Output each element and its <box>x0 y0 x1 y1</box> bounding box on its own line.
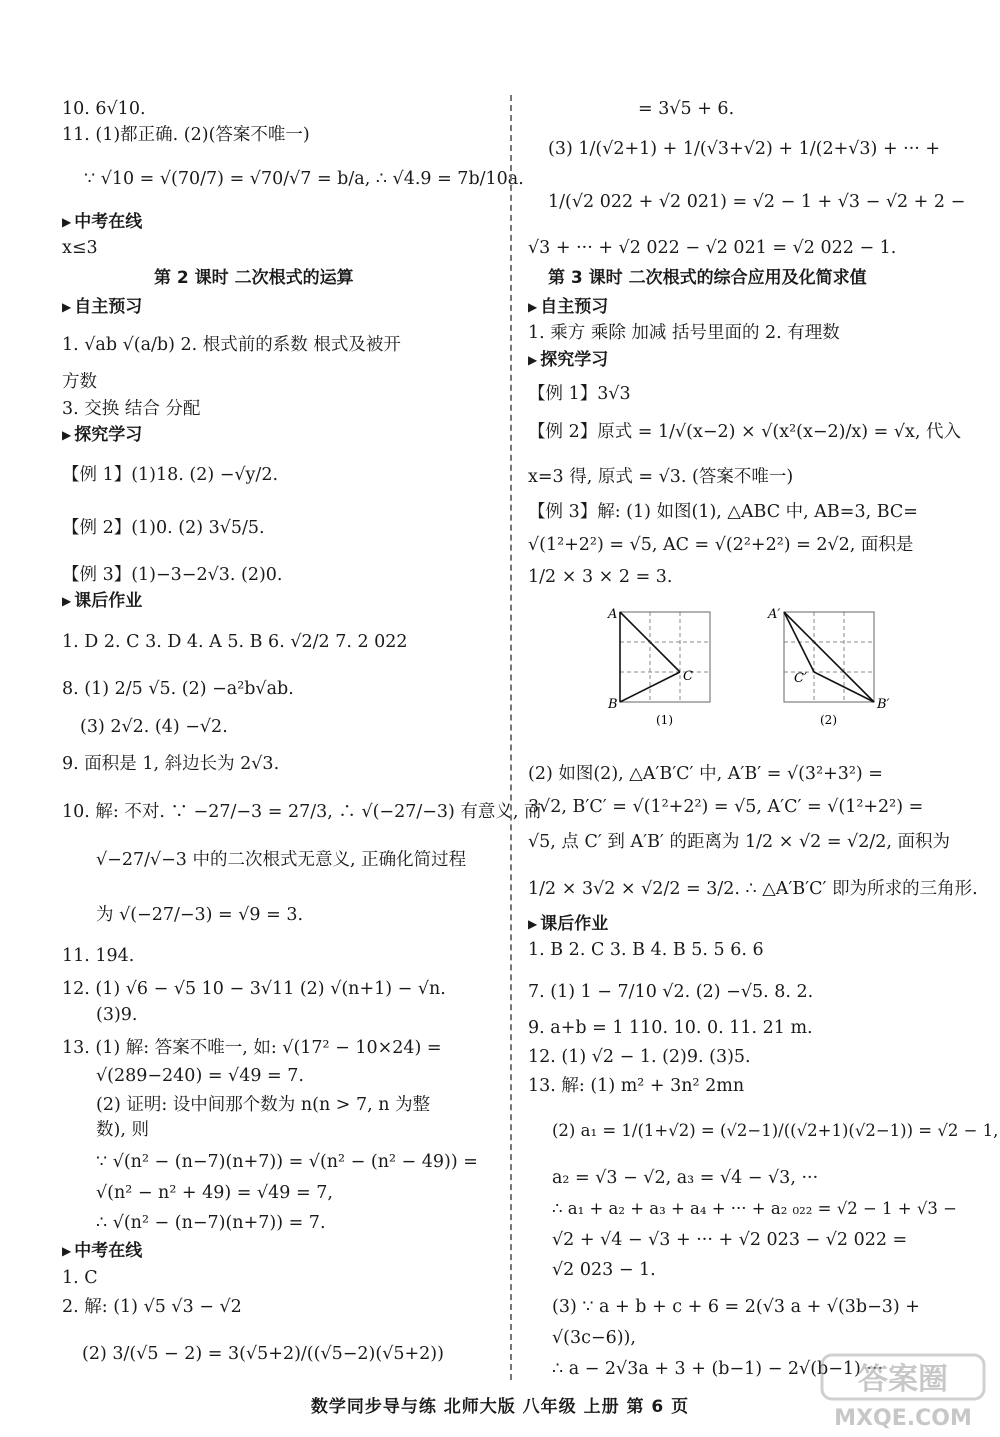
answer-line: √−27/√−3 中的二次根式无意义, 正确化简过程 <box>96 850 467 870</box>
answer-line: a₂ = √3 − √2, a₃ = √4 − √3, ··· <box>552 1168 819 1188</box>
vertex-label: C′ <box>794 671 807 686</box>
answer-line: √(289−240) = √49 = 7. <box>96 1066 304 1086</box>
answer-line: ∴ √(n² − (n−7)(n+7)) = 7. <box>96 1213 326 1233</box>
lesson-title: 第 2 课时 二次根式的运算 <box>154 268 354 288</box>
example-line: 【例 2】原式 = 1/√(x−2) × √(x²(x−2)/x) = √x, 代入 <box>528 422 961 442</box>
answer-line: 11. (1)都正确. (2)(答案不唯一) <box>62 125 310 145</box>
section-heading: ▶ 自主预习 <box>62 295 142 320</box>
vertex-label: A <box>608 607 618 622</box>
answer-line: 10. 解: 不对. ∵ −27/−3 = 27/3, ∴ √(−27/−3) 有意义, 而 <box>62 802 542 822</box>
answer-line: 1. D 2. C 3. D 4. A 5. B 6. √2/2 7. 2 022 <box>62 632 408 652</box>
answer-line: 9. a+b = 1 110. 10. 0. 11. 21 m. <box>528 1018 813 1038</box>
answer-line: √(3c−6)), <box>552 1328 636 1348</box>
answer-line: (2) 如图(2), △A′B′C′ 中, A′B′ = √(3²+3²) = <box>528 764 883 784</box>
formula-line: (3) 1/(√2+1) + 1/(√3+√2) + 1/(2+√3) + ··· + <box>548 139 941 159</box>
example-line: 【例 1】(1)18. (2) −√y/2. <box>62 465 279 485</box>
example-line: 【例 1】3√3 <box>528 384 631 404</box>
answer-line: (3)9. <box>96 1005 138 1025</box>
answer-line: x≤3 <box>62 238 98 258</box>
formula-line: √3 + ··· + √2 022 − √2 021 = √2 022 − 1. <box>528 238 897 258</box>
answer-line: 1/2 × 3√2 × √2/2 = 3/2. ∴ △A′B′C′ 即为所求的三角形. <box>528 879 978 899</box>
answer-line: 9. 面积是 1, 斜边长为 2√3. <box>62 754 280 774</box>
answer-line: 为 √(−27/−3) = √9 = 3. <box>96 905 304 925</box>
section-heading: ▶ 探究学习 <box>528 348 608 373</box>
answer-line: = 3√5 + 6. <box>638 99 735 119</box>
answer-line: 数), 则 <box>96 1120 149 1140</box>
answer-line: 1. C <box>62 1268 98 1288</box>
section-heading: ▶ 课后作业 <box>528 912 608 937</box>
column-divider <box>510 95 512 1380</box>
answer-line: √2 + √4 − √3 + ··· + √2 023 − √2 022 = <box>552 1230 908 1250</box>
site-watermark <box>818 1353 988 1433</box>
left-column <box>62 0 542 1390</box>
answer-line: (3) 2√2. (4) −√2. <box>80 717 228 737</box>
example-line: 【例 3】解: (1) 如图(1), △ABC 中, AB=3, BC= <box>528 502 918 522</box>
example-line: √(1²+2²) = √5, AC = √(2²+2²) = 2√2, 面积是 <box>528 535 914 555</box>
lesson-title: 第 3 课时 二次根式的综合应用及化简求值 <box>548 268 867 288</box>
answer-line: 3√2, B′C′ = √(1²+2²) = √5, A′C′ = √(1²+2²) = <box>528 797 924 817</box>
answer-line: ∴ a₁ + a₂ + a₃ + a₄ + ··· + a₂ ₀₂₂ = √2 − 1 + √3 − <box>552 1199 957 1218</box>
answer-line: ∴ a − 2√3a + 3 + (b−1) − 2√(b−1) ··· <box>552 1359 884 1379</box>
answer-line: 方数 <box>62 372 97 392</box>
example-line: x=3 得, 原式 = √3. (答案不唯一) <box>528 467 794 487</box>
formula-line: 1/(√2 022 + √2 021) = √2 − 1 + √3 − √2 + 2 − <box>548 192 966 212</box>
answer-line: (2) 3/(√5 − 2) = 3(√5+2)/((√5−2)(√5+2)) <box>82 1344 444 1364</box>
example-line: 1/2 × 3 × 2 = 3. <box>528 567 673 587</box>
answer-line: 8. (1) 2/5 √5. (2) −a²b√ab. <box>62 679 294 699</box>
answer-line: 10. 6√10. <box>62 99 146 119</box>
answer-line: 7. (1) 1 − 7/10 √2. (2) −√5. 8. 2. <box>528 982 814 1002</box>
vertex-label: B <box>608 697 618 712</box>
formula-line: ∵ √10 = √(70/7) = √70/√7 = b/a, ∴ √4.9 = 7b/10a. <box>84 169 524 189</box>
answer-line: 11. 194. <box>62 946 135 966</box>
answer-line: √2 023 − 1. <box>552 1260 656 1280</box>
vertex-label: B′ <box>877 697 890 712</box>
answer-line: 12. (1) √6 − √5 10 − 3√11 (2) √(n+1) − √n. <box>62 979 446 999</box>
answer-line: 2. 解: (1) √5 √3 − √2 <box>62 1297 242 1317</box>
answer-line: √(n² − n² + 49) = √49 = 7, <box>96 1183 333 1203</box>
section-heading: ▶ 自主预习 <box>528 295 608 320</box>
figure-caption: (1) <box>656 713 673 727</box>
watermark-top: 答案圈 <box>858 1362 948 1397</box>
figure-caption: (2) <box>820 713 837 727</box>
vertex-label: A′ <box>768 607 781 622</box>
answer-line: (3) ∵ a + b + c + 6 = 2(√3 a + √(3b−3) + <box>552 1297 920 1317</box>
answer-line: (2) a₁ = 1/(1+√2) = (√2−1)/((√2+1)(√2−1)) = √2 − 1, <box>552 1121 999 1140</box>
grid-figure-2 <box>764 604 914 729</box>
answer-line: 1. B 2. C 3. B 4. B 5. 5 6. 6 <box>528 940 764 960</box>
section-heading: ▶ 中考在线 <box>62 210 142 235</box>
section-heading: ▶ 探究学习 <box>62 423 142 448</box>
watermark-bottom: MXQE.COM <box>834 1406 972 1431</box>
page-footer: 数学同步导与练 北师大版 八年级 上册 第 6 页 <box>310 1397 690 1417</box>
answer-line: ∵ √(n² − (n−7)(n+7)) = √(n² − (n² − 49)) = <box>96 1152 478 1172</box>
example-line: 【例 3】(1)−3−2√3. (2)0. <box>62 565 283 585</box>
right-column <box>528 0 999 1390</box>
answer-line: 3. 交换 结合 分配 <box>62 399 201 419</box>
section-heading: ▶ 课后作业 <box>62 589 142 614</box>
section-heading: ▶ 中考在线 <box>62 1239 142 1264</box>
answer-line: 13. 解: (1) m² + 3n² 2mn <box>528 1076 745 1096</box>
answer-line: (2) 证明: 设中间那个数为 n(n > 7, n 为整 <box>96 1095 431 1115</box>
grid-figure-1 <box>590 604 735 729</box>
answer-line: 1. 乘方 乘除 加减 括号里面的 2. 有理数 <box>528 323 840 343</box>
answer-line: 1. √ab √(a/b) 2. 根式前的系数 根式及被开 <box>62 335 401 355</box>
answer-line: 12. (1) √2 − 1. (2)9. (3)5. <box>528 1047 751 1067</box>
vertex-label: C <box>683 669 693 684</box>
answer-line: 13. (1) 解: 答案不唯一, 如: √(17² − 10×24) = <box>62 1038 442 1058</box>
example-line: 【例 2】(1)0. (2) 3√5/5. <box>62 518 265 538</box>
answer-line: √5, 点 C′ 到 A′B′ 的距离为 1/2 × √2 = √2/2, 面积为 <box>528 832 950 852</box>
